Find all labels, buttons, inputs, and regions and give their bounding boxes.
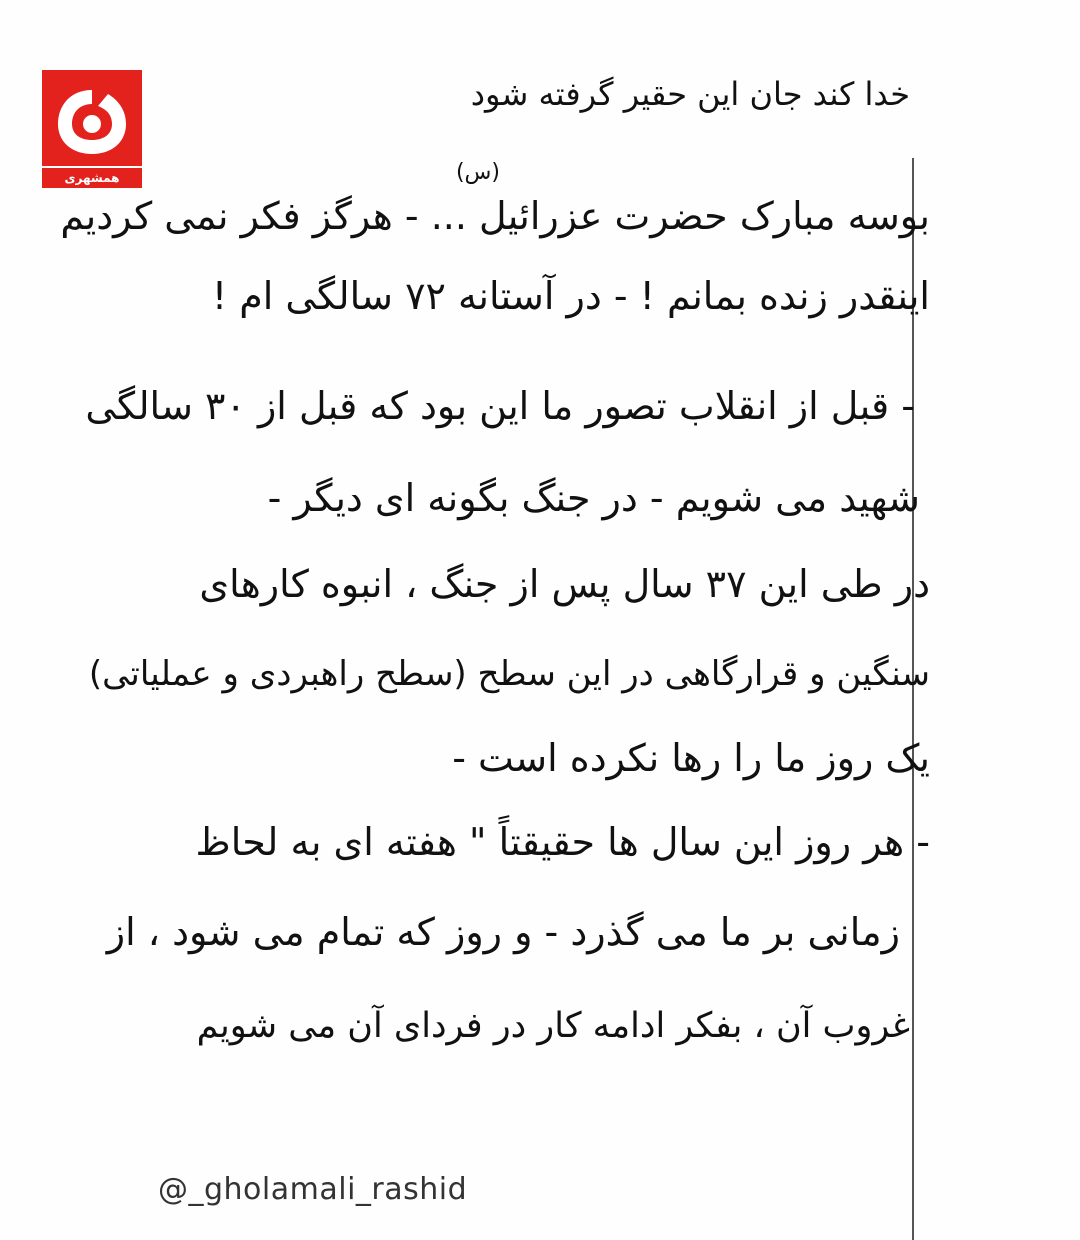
logo-text: همشهری — [64, 171, 120, 185]
letter-line-9: - هر روز این سال ها حقیقتاً " هفته ای به لحاظ — [195, 820, 930, 864]
letter-line-2: بوسه مبارک حضرت عزرائیل ... - هرگز فکر نمی کردیم — [60, 194, 930, 238]
letter-line-1: (س) — [455, 160, 500, 185]
hamshahri-logo — [42, 70, 142, 188]
logo-strip — [42, 166, 142, 188]
letter-line-11: غروب آن ، بفکر ادامه کار در فردای آن می شویم — [196, 1006, 910, 1046]
instagram-handle-watermark: @_gholamali_rashid — [158, 1172, 468, 1207]
letter-line-7: سنگین و قرارگاهی در این سطح (سطح راهبردی و عملیاتی) — [88, 654, 930, 694]
letter-title: خدا کند جان این حقیر گرفته شود — [470, 75, 910, 113]
logo-five-mark-icon — [52, 84, 132, 160]
letter-line-4: - قبل از انقلاب تصور ما این بود که قبل از ۳۰ سالگی — [85, 384, 915, 428]
letter-line-6: در طی این ۳۷ سال پس از جنگ ، انبوه کارهای — [199, 562, 930, 606]
letter-line-8: یک روز ما را رها نکرده است - — [452, 736, 930, 780]
letter-line-10: زمانی بر ما می گذرد - و روز که تمام می شود ، از — [106, 910, 900, 954]
letter-line-3: اینقدر زنده بمانم ! - در آستانه ۷۲ سالگی ام ! — [211, 274, 930, 318]
letter-line-5: شهید می شویم - در جنگ بگونه ای دیگر - — [267, 476, 920, 520]
